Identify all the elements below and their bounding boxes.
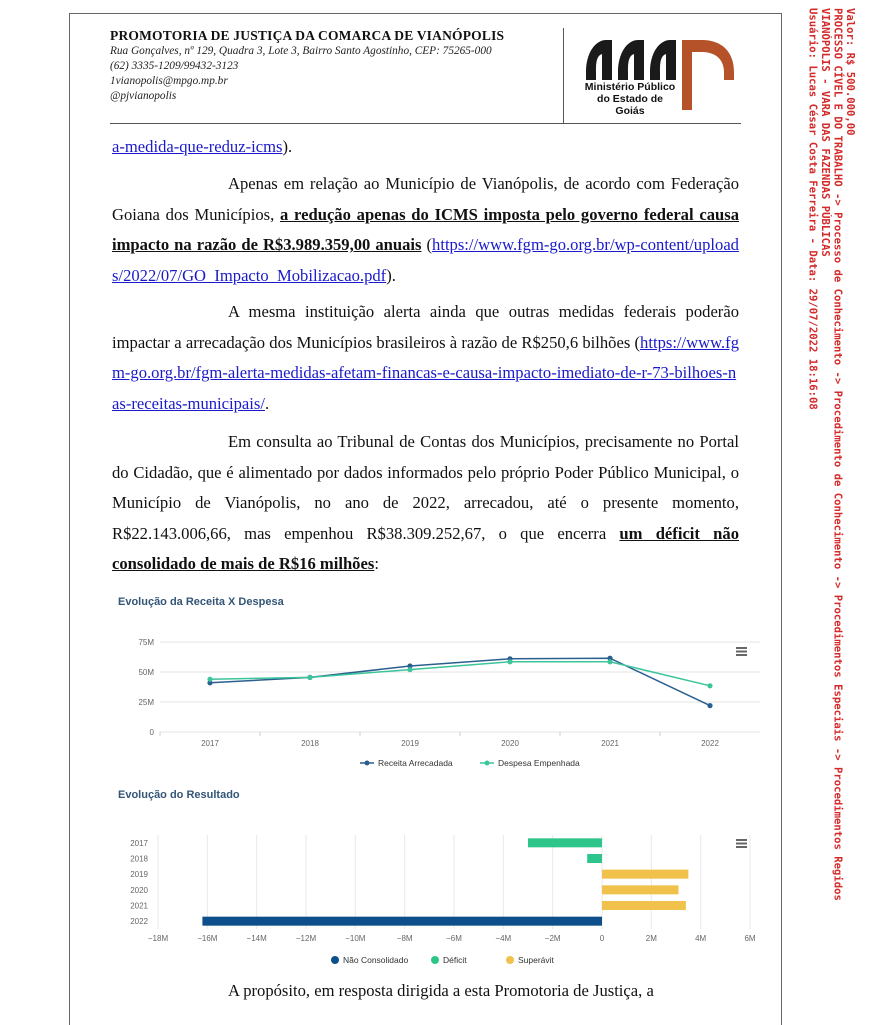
bar-2022 [202, 917, 602, 926]
data-point [507, 659, 512, 664]
y-tick-label: 2020 [130, 885, 148, 895]
bar-2017 [528, 838, 602, 847]
hamburger-icon-bar [736, 647, 747, 649]
x-tick-label: −8M [396, 934, 413, 943]
x-tick-label: 0 [599, 934, 605, 943]
x-tick-label: −12M [295, 934, 317, 943]
bar-2020 [602, 885, 678, 894]
link-fgm-impacto-pdf[interactable]: https://www.fgm-go.org.br/wp-content/uploads/2022/07/GO_Impacto_Mobilizacao.pdf [112, 235, 739, 285]
p1-text-a: Apenas em relação ao Município de Vianópolis, de acordo com Federação Goiana dos Municípios, [112, 174, 739, 224]
hamburger-icon-bar [736, 839, 747, 841]
logo-caption: Ministério Público do Estado de Goiás [584, 81, 676, 117]
paragraph-2 [112, 297, 739, 419]
p2-text-c: . [264, 393, 270, 413]
legend-label: Superávit [518, 955, 554, 965]
y-tick-label: 0 [149, 728, 154, 737]
letterhead-phone: (62) 3335-1209/99432-3123 [110, 60, 239, 72]
link-reduz-icms[interactable]: a-medida-que-reduz-icms [112, 137, 283, 156]
letterhead-title: PROMOTORIA DE JUSTIÇA DA COMARCA DE VIANÓPOLIS [110, 28, 505, 43]
x-tick-label: 2021 [601, 739, 619, 748]
x-tick-label: −16M [197, 934, 218, 943]
p3-text-a: Em consulta ao Tribunal de Contas dos Municípios, precisamente no Portal do Cidadão, que é alimentado por dados informados pelo próprio Poder Público Municipal, o Município de Vianópolis, no ano de 2022, arrecadou, até o presente momento, R$22.143.006,66, mas empenhou R$38.309.252,67, o que encerra [112, 432, 739, 543]
x-tick-label: 2020 [501, 739, 519, 748]
legend-marker [485, 761, 490, 766]
x-tick-label: −10M [345, 934, 366, 943]
y-tick-label: 2021 [130, 901, 148, 911]
y-tick-label: 25M [138, 698, 154, 707]
x-tick-label: −18M [147, 934, 169, 943]
legend-marker [331, 956, 339, 964]
stamp-court: VIANÓPOLIS - VARA DAS FAZENDAS PÚBLICAS [819, 8, 831, 257]
bar-2018 [587, 854, 602, 863]
data-point [307, 675, 312, 680]
x-tick-label: 2019 [401, 739, 419, 748]
y-tick-label: 50M [138, 668, 154, 677]
data-point [707, 703, 712, 708]
p2-text-a: A mesma instituição alerta ainda que outras medidas federais poderão impactar a arrecadação dos Municípios brasileiros à razão de R$250,6 bilhões ( [112, 302, 739, 352]
paragraph-0 [112, 132, 739, 163]
stamp-value: Valor: R$ 500.000,00 [844, 8, 856, 136]
legend-label: Déficit [443, 955, 467, 965]
x-tick-label: 2M [645, 934, 657, 943]
x-tick-label: −4M [495, 934, 512, 943]
header-rule [110, 123, 741, 124]
paragraph-1 [112, 169, 739, 291]
paragraph-4 [112, 976, 739, 1007]
p0-tail: ). [282, 137, 293, 156]
hamburger-icon[interactable] [736, 647, 747, 656]
x-tick-label: −2M [544, 934, 561, 943]
data-point [407, 667, 412, 672]
x-tick-label: 6M [744, 934, 756, 943]
data-point [207, 677, 212, 682]
y-tick-label: 2019 [130, 870, 148, 880]
data-point [607, 659, 612, 664]
chart-receita-despesa [110, 614, 770, 784]
hamburger-icon-bar [736, 651, 747, 653]
x-tick-label: −14M [246, 934, 267, 943]
link-fgm-alerta[interactable]: https://www.fgm-go.org.br/fgm-alerta-medidas-afetam-financas-e-causa-impacto-imediato-de-r-73-bilhoes-nas-receitas-municipais/ [112, 332, 739, 413]
x-tick-label: −6M [446, 934, 462, 943]
hamburger-icon-bar [736, 846, 747, 848]
hamburger-icon-bar [736, 654, 747, 656]
electronic-signature-stamp [806, 8, 856, 1024]
y-tick-label: 75M [138, 638, 154, 647]
chart-receita-despesa-title: Evolução da Receita X Despesa [118, 596, 284, 608]
bar-2021 [602, 901, 686, 910]
chart-resultado-title: Evolução do Resultado [118, 789, 240, 801]
x-tick-label: 2022 [701, 739, 719, 748]
data-point [707, 683, 712, 688]
p3-emphasis: um déficit não consolidado de mais de R$16 milhões [112, 523, 739, 573]
stamp-process: PROCESSO CÍVEL E DO TRABALHO -> Processo de Conhecimento -> Procedimento de Conhecimento -> Procedimentos Especiais -> Procedimentos Regidos [831, 8, 844, 901]
p4-text: A propósito, em resposta dirigida a esta Promotoria de Justiça, a [228, 981, 654, 1000]
chart-resultado [110, 807, 770, 967]
x-tick-label: 2017 [201, 739, 219, 748]
p1-text-c: ). [386, 265, 396, 285]
x-tick-label: 4M [695, 934, 707, 943]
letterhead-email: 1vianopolis@mpgo.mp.br [110, 75, 228, 87]
letterhead-divider [563, 28, 564, 123]
legend-marker [365, 761, 370, 766]
legend-label: Despesa Empenhada [498, 758, 580, 768]
hamburger-icon[interactable] [736, 839, 747, 848]
paragraph-3 [112, 427, 739, 580]
p1-emphasis: a redução apenas do ICMS imposta pelo governo federal causa impacto na razão de R$3.989.359,00 anuais [112, 204, 739, 254]
x-tick-label: 2018 [301, 739, 319, 748]
document-page [69, 13, 782, 1025]
y-tick-label: 2022 [130, 917, 148, 927]
legend-label: Receita Arrecadada [378, 758, 453, 768]
series-line-despesa [210, 662, 710, 686]
legend-label: Não Consolidado [343, 955, 409, 965]
legend-marker [431, 956, 439, 964]
stamp-user: Usuário: Lucas César Costa Ferreira - Data: 29/07/2022 18:16:08 [806, 8, 819, 410]
y-tick-label: 2017 [130, 838, 148, 848]
p1-text-b: ( [421, 235, 433, 254]
bar-2019 [602, 870, 688, 879]
letterhead-social: @pjvianopolis [110, 90, 177, 102]
hamburger-icon-bar [736, 843, 747, 845]
y-tick-label: 2018 [130, 854, 148, 864]
p3-text-c: : [374, 554, 379, 573]
letterhead [110, 28, 566, 104]
legend-marker [506, 956, 514, 964]
letterhead-address: Rua Gonçalves, nº 129, Quadra 3, Lote 3, Bairro Santo Agostinho, CEP: 75265-000 [110, 45, 492, 57]
